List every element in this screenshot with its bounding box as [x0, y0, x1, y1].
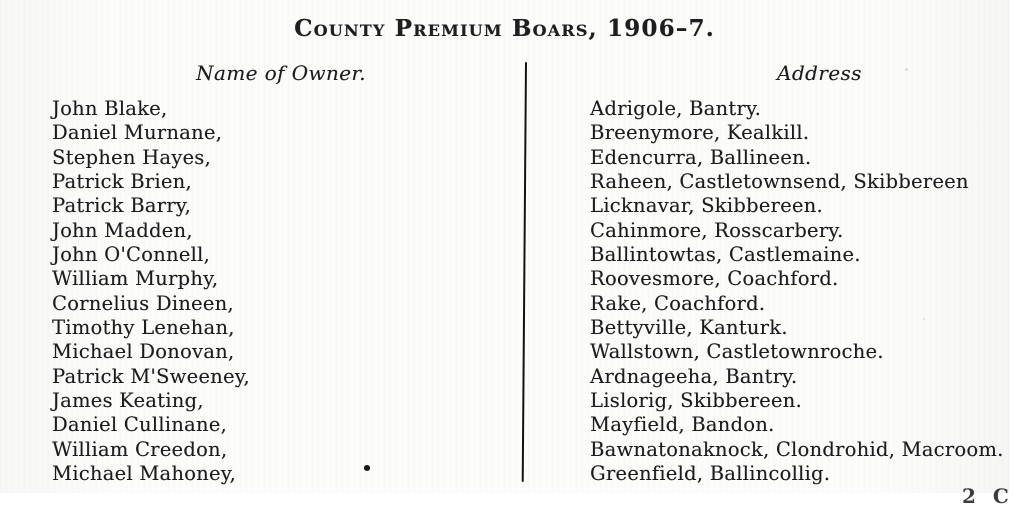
- column-header-address: Address: [777, 61, 862, 85]
- owner-address-cell: Ballintowtas, Castlemaine.: [590, 243, 861, 267]
- boars-owner-table: [0, 97, 1009, 487]
- table-row: [0, 219, 1009, 243]
- owner-name-cell: Stephen Hayes,: [52, 145, 211, 169]
- owner-address-cell: Ardnageeha, Bantry.: [590, 364, 798, 388]
- owner-address-cell: Raheen, Castletownsend, Skibbereen: [590, 170, 969, 194]
- table-row: [0, 243, 1009, 267]
- ink-speck: [364, 465, 370, 471]
- signature-mark: 2 C: [962, 484, 1014, 508]
- table-row: [0, 365, 1009, 389]
- owner-name-cell: Patrick Barry,: [52, 194, 191, 218]
- owner-address-cell: Wallstown, Castletownroche.: [590, 340, 884, 364]
- table-row: [0, 340, 1009, 364]
- owner-name-cell: Michael Mahoney,: [52, 462, 236, 486]
- table-row: [0, 316, 1009, 340]
- owner-address-cell: Rake, Coachford.: [590, 291, 766, 315]
- table-row: [0, 413, 1009, 437]
- table-row: [0, 389, 1009, 413]
- owner-name-cell: Daniel Cullinane,: [52, 413, 227, 437]
- owner-name-cell: Timothy Lenehan,: [52, 316, 235, 340]
- column-header-name-of-owner: Name of Owner.: [196, 61, 366, 85]
- table-row: [0, 146, 1009, 170]
- owner-address-cell: Licknavar, Skibbereen.: [590, 194, 823, 218]
- owner-address-cell: Adrigole, Bantry.: [590, 97, 762, 120]
- owner-name-cell: John O'Connell,: [52, 243, 210, 267]
- owner-name-cell: Michael Donovan,: [52, 340, 235, 364]
- owner-address-cell: Breenymore, Kealkill.: [590, 121, 810, 145]
- table-row: [0, 121, 1009, 145]
- owner-name-cell: Patrick M'Sweeney,: [52, 364, 250, 388]
- owner-name-cell: Cornelius Dineen,: [52, 291, 234, 315]
- table-row: [0, 292, 1009, 316]
- owner-address-cell: Roovesmore, Coachford.: [590, 267, 839, 291]
- owner-address-cell: Mayfield, Bandon.: [590, 413, 775, 437]
- owner-name-cell: Patrick Brien,: [52, 170, 192, 194]
- owner-address-cell: Lislorig, Skibbereen.: [590, 389, 802, 413]
- owner-address-cell: Greenfield, Ballincollig.: [590, 462, 831, 486]
- owner-name-cell: John Blake,: [52, 97, 168, 120]
- owner-name-cell: James Keating,: [52, 389, 204, 413]
- owner-address-cell: Cahinmore, Rosscarbery.: [590, 218, 844, 242]
- owner-name-cell: William Murphy,: [52, 267, 219, 291]
- owner-name-cell: John Madden,: [52, 218, 193, 242]
- owner-name-cell: William Creedon,: [52, 437, 228, 461]
- owner-name-cell: Daniel Murnane,: [52, 121, 223, 145]
- table-row: [0, 194, 1009, 218]
- page-title: County Premium Boars, 1906–7.: [294, 15, 715, 42]
- table-row: [0, 462, 1009, 486]
- table-row: [0, 267, 1009, 291]
- paper-speck: [923, 318, 925, 320]
- paper-speck: [880, 187, 883, 189]
- table-row: [0, 170, 1009, 194]
- owner-address-cell: Bawnatonaknock, Clondrohid, Macroom.: [590, 437, 1004, 461]
- owner-address-cell: Bettyville, Kanturk.: [590, 316, 788, 340]
- table-row: [0, 97, 1009, 121]
- paper-speck: [905, 68, 908, 71]
- owner-address-cell: Edencurra, Ballineen.: [590, 145, 812, 169]
- table-row: [0, 438, 1009, 462]
